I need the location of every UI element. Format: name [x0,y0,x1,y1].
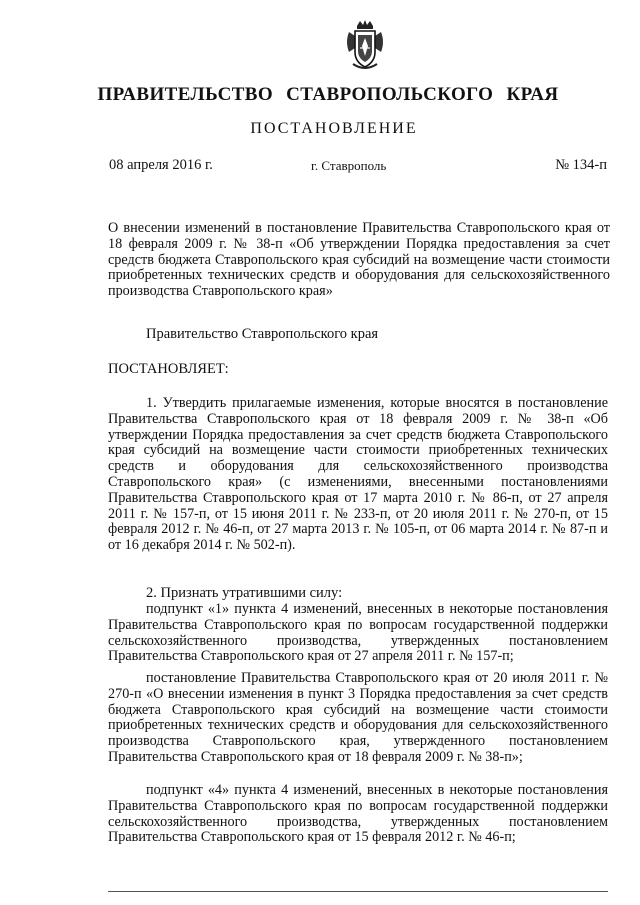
item-2-b: постановление Правительства Ставропольского края от 20 июля 2011 г. № 270-п «О внесении изменения в пункт 3 Порядка предоставления за счет средств бюджета Ставропольского края субсидий на возмещение части стоимости приобретенных технических средств и оборудования для сельскохозяйственного производства Ставропольского края, утвержденного постановлением Правительства Ставропольского края от 18 февраля 2009 г. № 38-п»; [108,670,608,765]
organization-title: ПРАВИТЕЛЬСТВО СТАВРОПОЛЬСКОГО КРАЯ [97,84,559,105]
document-type: ПОСТАНОВЛЕНИЕ [250,120,418,137]
coat-of-arms-icon [343,18,387,72]
document-date: 08 апреля 2016 г. [109,157,213,173]
item-2-a: подпункт «1» пункта 4 изменений, внесенных в некоторые постановления Правительства Ставропольского края по вопросам государственной поддержки сельскохозяйственного производства, утвержденных постановлением Правительства Ставропольского края от 27 апреля 2011 г. № 157-п; [108,601,608,665]
item-1: 1. Утвердить прилагаемые изменения, которые вносятся в постановление Правительства Ставропольского края от 18 февраля 2009 г. № 38-п «Об утверждении Порядка предоставления за счет средств бюджета Ставропольского края субсидий на возмещение части стоимости приобретенных технических средств и оборудования для сельскохозяйственного производства Ставропольского края» (с изменениями, внесенными постановлениями Правительства Ставропольского края от 17 марта 2010 г. № 86-п, от 27 апреля 2011 г. № 157-п, от 15 июня 2011 г. № 233-п, от 20 июля 2011 г. № 270-п, от 15 февраля 2012 г. № 46-п, от 27 марта 2013 г. № 105-п, от 06 марта 2014 г. № 87-п и от 16 декабря 2014 г. № 502-п). [108,395,608,554]
issuer: Правительство Ставропольского края [146,326,379,342]
document-number: № 134-п [555,157,607,173]
item-2-heading: 2. Признать утратившими силу: [146,585,343,601]
footer-rule [108,891,608,892]
document-subject: О внесении изменений в постановление Правительства Ставропольского края от 18 февраля 2009 г. № 38-п «Об утверждении Порядка предоставления за счет средств бюджета Ставропольского края субсидий на возмещение части стоимости приобретенных технических средств и оборудования для сельскохозяйственного производства Ставропольского края» [108,220,610,300]
document-city: г. Ставрополь [311,158,387,173]
item-2-c: подпункт «4» пункта 4 изменений, внесенных в некоторые постановления Правительства Ставропольского края по вопросам государственной поддержки сельскохозяйственного производства, утвержденных постановлением Правительства Ставропольского края от 15 февраля 2012 г. № 46-п; [108,782,608,846]
decree-word: ПОСТАНОВЛЯЕТ: [108,361,229,377]
